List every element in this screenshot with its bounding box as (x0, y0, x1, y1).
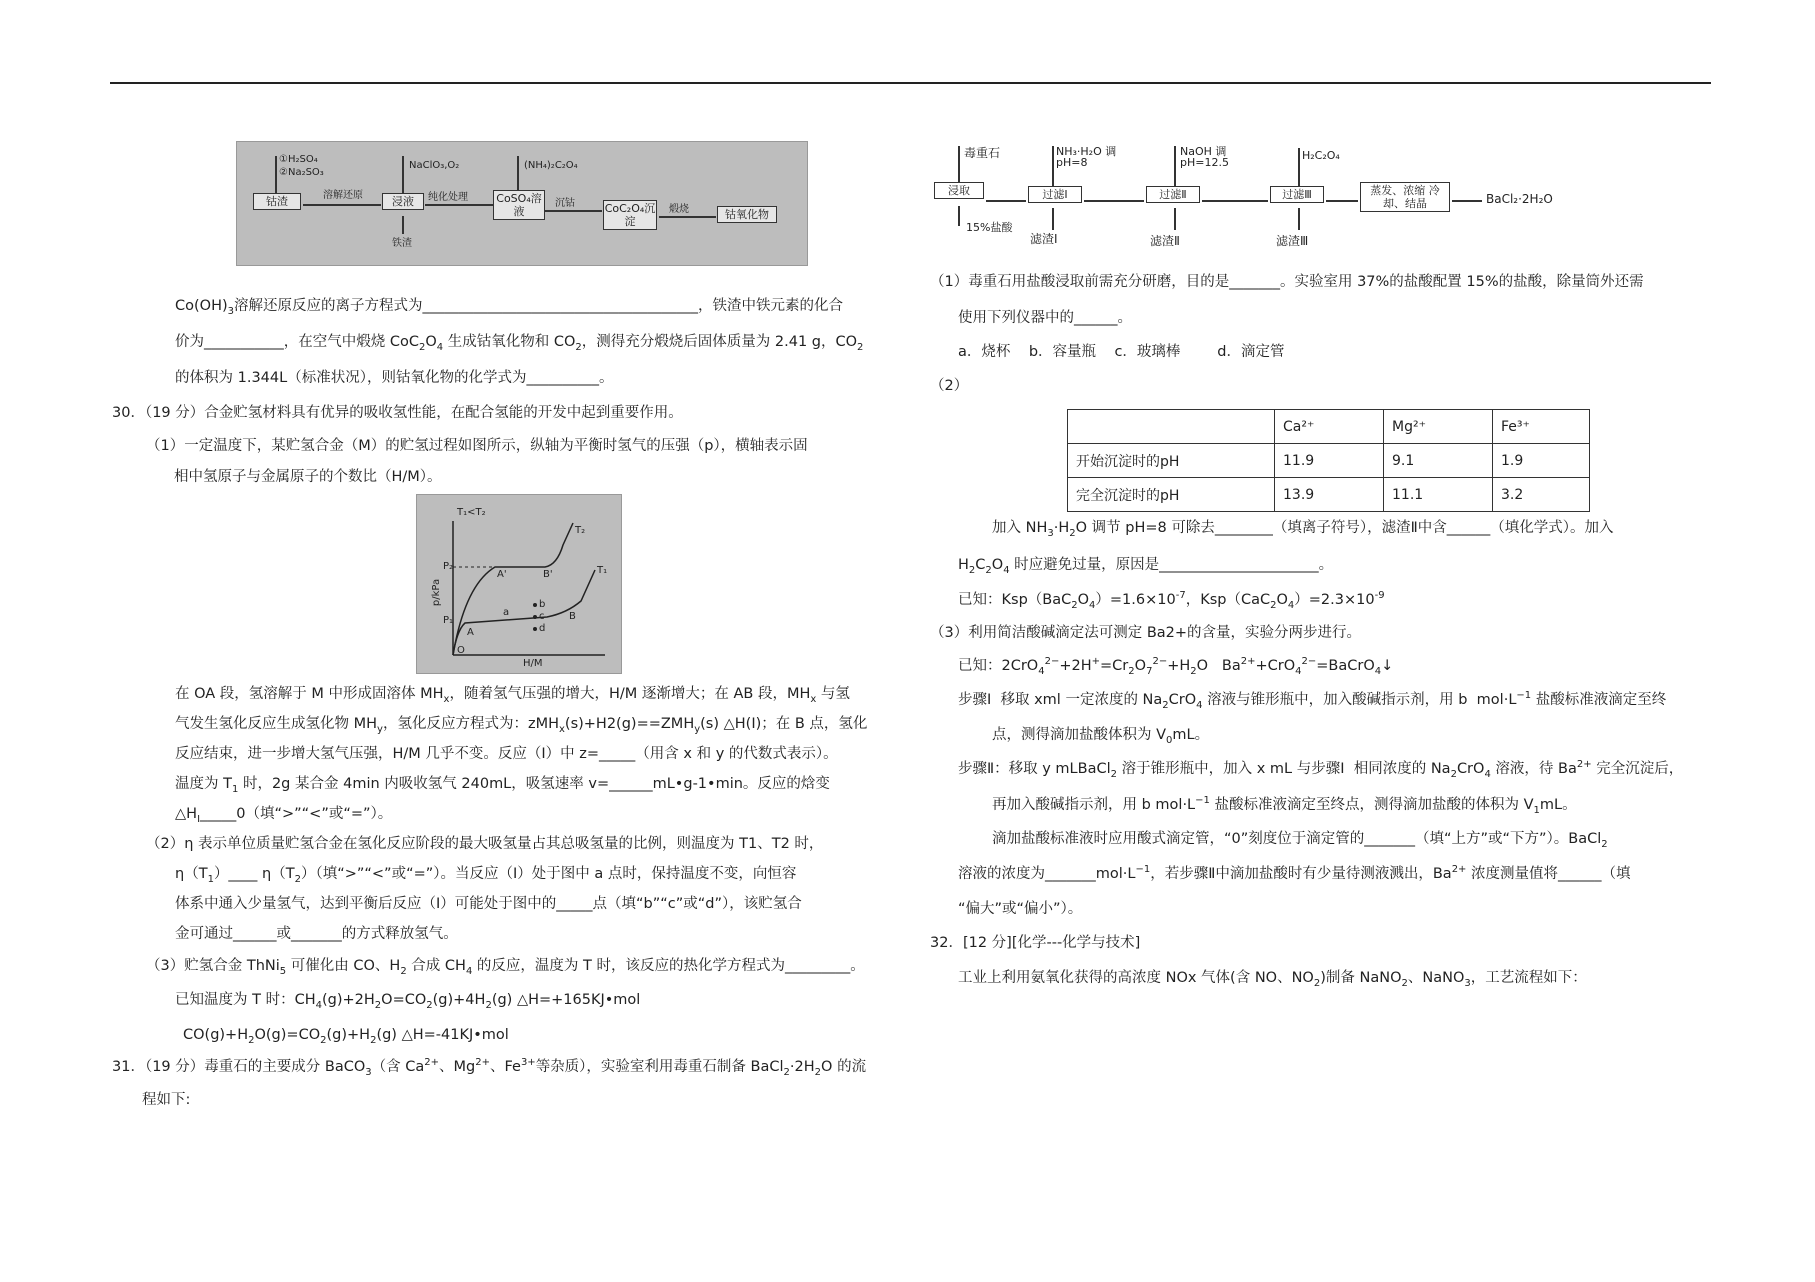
q31-3-line-6: 再加入酸碱指示剂，用 b $mol\cdot L^{-1}$ 盐酸标准液滴定至终点，测得滴加盐酸的体积为 $V_1mL$。 (992, 795, 1577, 816)
q32-line-1: 工业上利用氨氧化获得的高浓度 NOx 气体(含 NO、$NO_2$)制备 NaNO$_2$、NaNO$_3$，工艺流程如下： (958, 970, 1587, 989)
fig1-waste: 铁渣 (392, 238, 412, 249)
q31-3-line-4: 点，测得滴加盐酸体积为 $V_0mL$。 (992, 727, 1210, 746)
fig1-reagent-1: ①H₂SO₄ (279, 154, 318, 165)
q30-1-line-7: $\triangle H_Ⅰ\_\_\_\_\_0$（填“>”“<”或“=”）。 (175, 806, 393, 825)
fig2-pt-O: O (457, 645, 465, 656)
table-cell: 3.2 (1493, 478, 1590, 512)
q29-line-2: 价为___________，在空气中煅烧 $CoC_2O_4$ 生成钴氧化物和 $CO_2$，测得充分煅烧后固体质量为 2.41 g，$CO_2$ (175, 334, 864, 353)
q31-1-line-1: （1）毒重石用盐酸浸取前需充分研磨，目的是_______。实验室用 37%的盐酸配置 15%的盐酸，除量筒外还需 (930, 274, 1644, 290)
q30-2-line-3: 体系中通入少量氢气，达到平衡后反应（Ⅰ）可能处于图中的_____点（填“b”“c”或“d”），该贮氢合 (175, 896, 802, 912)
q30-1-line-4: 气发生氢化反应生成氢化物 $MH_y$，氢化反应方程式为：$zMH_x(s)+H2(g)==ZMH_y(s)$ △H(Ⅰ)；在 B 点，氢化 (175, 716, 868, 735)
fig1-step-3: CoSO₄溶液 (493, 190, 545, 220)
fig3-bottom-3: 滤渣Ⅱ (1150, 234, 1180, 248)
q30-1-line-5: 反应结束，进一步增大氢气压强，H/M 几乎不变。反应（Ⅰ）中 z=_____（用含 x 和 y 的代数式表示）。 (175, 746, 838, 762)
q31-2-line-1: 加入 $NH_3\cdot H_2O$ 调节 pH=8 可除去________（填离子符号），滤渣Ⅱ中含______（填化学式）。加入 (992, 520, 1614, 539)
fig1-reagent-3: NaClO₃,O₂ (409, 160, 460, 171)
header-rule (110, 82, 1711, 84)
q30-2-line-4: 金可通过______或_______的方式释放氢气。 (175, 926, 458, 942)
fig1-reagent-2: ②Na₂SO₃ (279, 167, 324, 178)
q31-1-line-2: 使用下列仪器中的______。 (958, 310, 1132, 326)
fig3-top-3: NaOH 调pH=12.5 (1180, 145, 1229, 169)
q31-2-line-3: 已知：$Ksp(BaC_2O_4)=1.6\times 10^{-7}$，$Ksp(CaC_2O_4)=2.3\times 10^{-9}$ (958, 590, 1385, 611)
q30-1-line-6: 温度为 $T_1$ 时，2g 某合金 4min 内吸收氢气 240mL，吸氢速率 v=______mL•g-1•min。反应的焓变 (175, 776, 830, 795)
table-cell: 完全沉淀时的pH (1068, 478, 1275, 512)
barite-flowchart-figure (930, 142, 1570, 258)
fig3-top-1: 毒重石 (964, 146, 1001, 160)
fig3-bottom-2: 滤渣Ⅰ (1030, 232, 1058, 246)
q30-3-line-2: 已知温度为 T 时：$CH_4(g)+2H_2O=CO_2(g)+4H_2(g)$ △H=+165KJ•mol (175, 992, 641, 1011)
q31-3-line-3: 步骤Ⅰ 移取 xml 一定浓度的 $Na_2CrO_4$ 溶液与锥形瓶中，加入酸碱指示剂，用 b $mol\cdot L^{-1}$ 盐酸标准液滴定至终 (958, 690, 1667, 711)
table-row (1068, 410, 1590, 444)
hydrogen-storage-figure (416, 494, 622, 674)
q32-title: 32．[12 分][化学---化学与技术] (930, 935, 1141, 951)
fig2-ylabel: p/kPa (431, 578, 443, 607)
fig2-header: T₁<T₂ (457, 507, 486, 518)
table-cell: 13.9 (1275, 478, 1384, 512)
fig2-P1: P₁ (443, 615, 454, 626)
q31-3-line-5: 步骤Ⅱ：移取 y mLBaCl$_2$ 溶于锥形瓶中，加入 x mL 与步骤Ⅰ 相同浓度的 $Na_2CrO_4$ 溶液，待 $Ba^{2+}$ 完全沉淀后， (958, 759, 1684, 780)
fig2-pt-c: c (539, 611, 545, 622)
fig3-box-4: 过滤Ⅲ (1270, 186, 1324, 203)
fig3-box-3: 过滤Ⅱ (1146, 186, 1200, 203)
fig1-op-3: 沉钴 (555, 198, 575, 209)
q30-3-line-3: $CO(g)+H_2O(g)=CO_2(g)+H_2(g)$ △H=-41KJ•mol (183, 1027, 509, 1046)
q31-3-line-9: “偏大”或“偏小”）。 (958, 901, 1083, 917)
fig3-product: BaCl₂·2H₂O (1486, 192, 1553, 206)
fig1-step-4: CoC₂O₄沉淀 (604, 202, 656, 228)
fig1-reagent-4: (NH₄)₂C₂O₄ (524, 160, 578, 171)
fig3-top-4: H₂C₂O₄ (1302, 149, 1340, 162)
table-cell: 1.9 (1493, 444, 1590, 478)
q31-3-line-8: 溶液的浓度为$\_\_\_\_\_\_\_mol\cdot L^{-1}$，若步骤Ⅱ中滴加盐酸时有少量待测液溅出，$Ba^{2+}$ 浓度测量值将______（填 (958, 864, 1631, 882)
fig2-T1: T₁ (597, 565, 608, 576)
q30-3-line-1: （3）贮氢合金 ThNi$_5$ 可催化由 CO、$H_2$ 合成 $CH_4$ 的反应，温度为 T 时，该反应的热化学方程式为_________。 (146, 958, 865, 977)
q30-2-line-2: $\eta(T_1)\_\_\_\_$ $\eta(T_2)$（填“>”“<”或“=”）。当反应（Ⅰ）处于图中 a 点时，保持温度不变，向恒容 (175, 866, 797, 885)
table-cell: 9.1 (1384, 444, 1493, 478)
table-cell: 11.1 (1384, 478, 1493, 512)
q29-line-3: 的体积为 1.344L（标准状况），则钴氧化物的化学式为__________。 (175, 370, 614, 386)
ph-table (1067, 409, 1590, 512)
q31-3-line-7: 滴加盐酸标准液时应用酸式滴定管，“0”刻度位于滴定管的_______（填“上方”或“下方”）。BaCl$_2$ (992, 831, 1608, 850)
fig3-top-2: NH₃·H₂O 调pH=8 (1056, 145, 1117, 169)
fig2-pt-b: b (539, 599, 546, 610)
table-cell: 11.9 (1275, 444, 1384, 478)
fig3-box-2: 过滤Ⅰ (1028, 186, 1082, 203)
q31-title: 31．（19 分）毒重石的主要成分 BaCO$_3$（含 $Ca^{2+}$、$Mg^{2+}$、$Fe^{3+}$等杂质），实验室利用毒重石制备 $BaCl_2\cdot 2H_2O$ 的流 (112, 1057, 867, 1078)
fig2-xlabel: H/M (523, 658, 543, 669)
cobalt-flowchart-figure (236, 141, 808, 266)
fig2-T2: T₂ (575, 525, 586, 536)
q31-3-line-2: 已知：$2CrO_4^{2-}+2H^+=Cr_2O_7^{2-}+H_2O$ $Ba^{2+}+CrO_4^{2-}=BaCrO_4↓$ (958, 656, 1394, 677)
q31-3-line-1: （3）利用简洁酸碱滴定法可测定 Ba2+的含量，实验分两步进行。 (930, 625, 1362, 641)
fig2-pt-B: B (569, 611, 576, 622)
table-cell (1068, 410, 1275, 444)
fig3-box-5: 蒸发、浓缩 冷却、结晶 (1360, 182, 1450, 212)
q31-2-label: （2） (930, 378, 969, 394)
q31-1-options: a．烧杯 b．容量瓶 c．玻璃棒 d．滴定管 (958, 344, 1285, 360)
q31-2-line-2: $H_2C_2O_4$ 时应避免过量，原因是______________________。 (958, 557, 1334, 576)
fig2-pt-B2: B' (543, 569, 553, 580)
fig2-pt-d: d (539, 623, 546, 634)
q30-title: 30．（19 分）合金贮氢材料具有优异的吸收氢性能，在配合氢能的开发中起到重要作用。 (112, 405, 683, 421)
fig1-op-1: 溶解还原 (323, 190, 363, 201)
q30-1-line-3: 在 OA 段，氢溶解于 M 中形成固溶体 $MH_x$，随着氢气压强的增大，H/M 逐渐增大；在 AB 段，$MH_x$ 与氢 (175, 686, 850, 705)
fig2-pt-a: a (503, 607, 510, 618)
table-cell: Ca²⁺ (1275, 410, 1384, 444)
q29-line-1: $Co(OH)_3$溶解还原反应的离子方程式为______________________________________，铁渣中铁元素的化合 (175, 298, 844, 317)
table-row (1068, 444, 1590, 478)
fig2-P2: P₂ (443, 561, 454, 572)
fig1-step-1: 钴渣 (253, 193, 301, 210)
q31-title-2: 程如下: (142, 1092, 191, 1108)
fig2-pt-A: A (467, 627, 474, 638)
fig1-step-5: 钴氧化物 (717, 206, 777, 223)
q30-2-line-1: （2）η 表示单位质量贮氢合金在氢化反应阶段的最大吸氢量占其总吸氢量的比例，则温度为 T1、T2 时， (146, 836, 824, 852)
q30-1-line-1: （1）一定温度下，某贮氢合金（M）的贮氢过程如图所示，纵轴为平衡时氢气的压强（p），横轴表示固 (146, 438, 808, 454)
fig3-bottom-1: 15%盐酸 (966, 221, 1013, 234)
table-cell: Fe³⁺ (1493, 410, 1590, 444)
q30-1-line-2: 相中氢原子与金属原子的个数比（H/M）。 (174, 469, 442, 485)
table-row (1068, 478, 1590, 512)
fig3-box-1: 浸取 (934, 182, 984, 199)
fig3-bottom-4: 滤渣Ⅲ (1276, 234, 1309, 248)
fig1-op-4: 煅烧 (669, 204, 689, 215)
fig1-step-2: 浸液 (382, 193, 424, 210)
table-cell: Mg²⁺ (1384, 410, 1493, 444)
fig1-op-2: 纯化处理 (428, 192, 468, 203)
table-cell: 开始沉淀时的pH (1068, 444, 1275, 478)
fig2-pt-A2: A' (497, 569, 507, 580)
